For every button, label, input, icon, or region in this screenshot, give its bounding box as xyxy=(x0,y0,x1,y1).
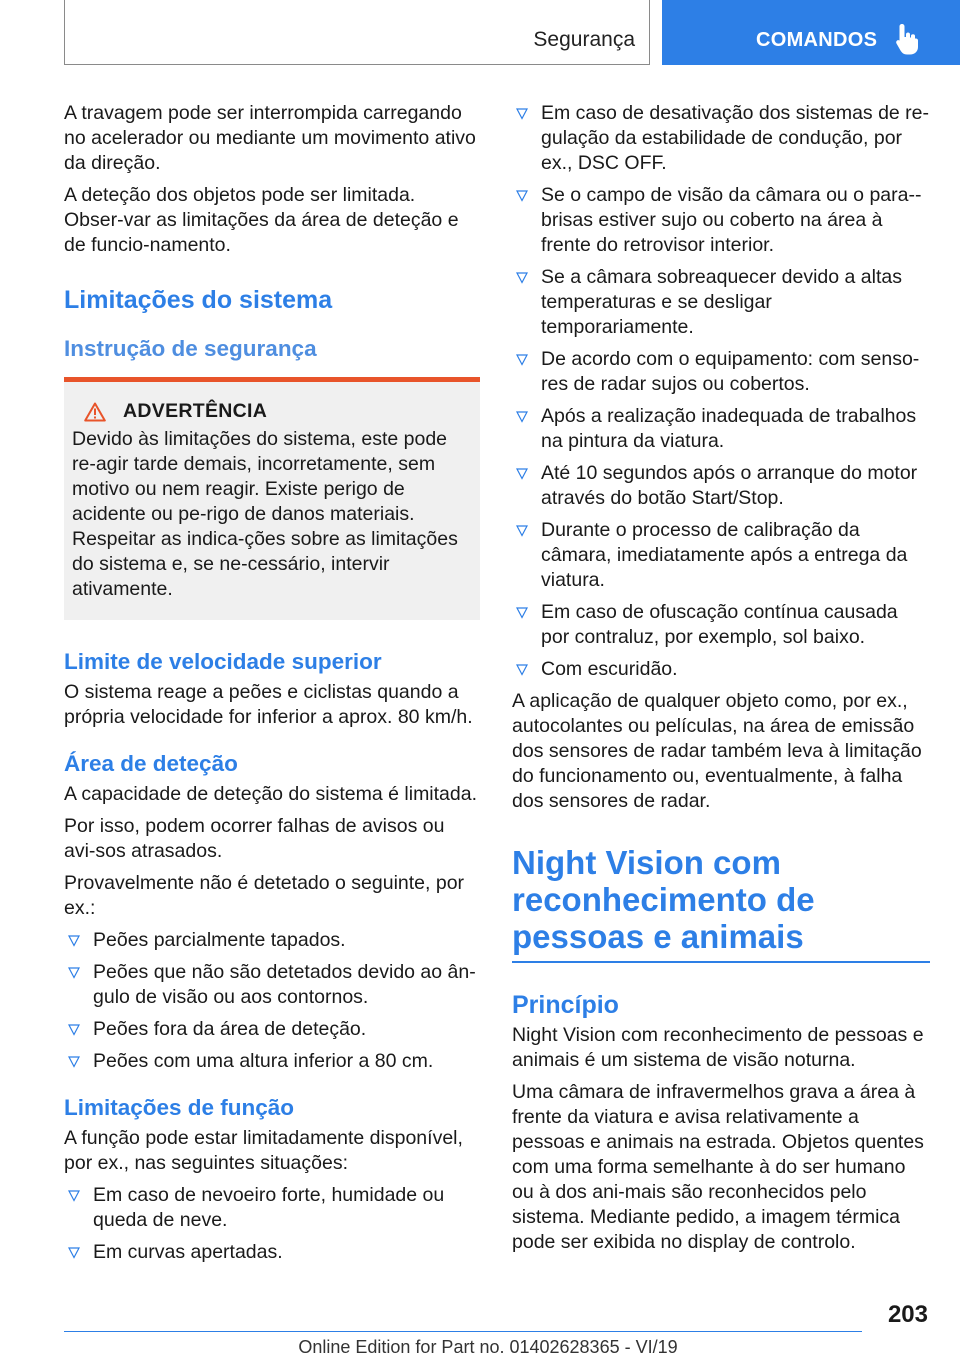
warning-header xyxy=(72,400,472,423)
heading-principio: Princípio xyxy=(512,991,619,1019)
triangle-bullet-icon xyxy=(516,108,528,120)
list-item: De acordo com o equipamento: com senso‐res de radar sujos ou cobertos. xyxy=(512,347,930,397)
list-item: Peões parcialmente tapados. xyxy=(64,928,480,953)
pointing-hand-icon xyxy=(894,22,920,56)
limitations-list xyxy=(512,101,930,682)
commands-tab[interactable] xyxy=(662,0,960,65)
list-item: Durante o processo de calibração da câmara, imediatamente após a entrega da viatura. xyxy=(512,518,930,593)
paragraph-area-2: Por isso, podem ocorrer falhas de avisos ou avi‐sos atrasados. xyxy=(64,815,445,862)
list-item: Com escuridão. xyxy=(512,657,930,682)
heading-instrucao-seguranca: Instrução de segurança xyxy=(64,336,317,361)
triangle-bullet-icon xyxy=(516,525,528,537)
list-item: Peões que não são detetados devido ao ân‐gulo de visão ou aos contornos. xyxy=(64,960,480,1010)
list-item: Se a câmara sobreaquecer devido a altas temperaturas e se desligar temporariamente. xyxy=(512,265,930,340)
commands-tab-label: COMANDOS xyxy=(756,29,878,51)
triangle-bullet-icon xyxy=(516,664,528,676)
list-item: Em caso de desativação dos sistemas de re‐gulação da estabilidade de condução, por ex., DSC OFF. xyxy=(512,101,930,176)
paragraph-principio-1: Night Vision com reconhecimento de pessoas e animais é um sistema de visão noturna. xyxy=(512,1024,924,1071)
triangle-bullet-icon xyxy=(516,411,528,423)
heading-area-detecao: Área de deteção xyxy=(64,751,238,776)
footer-rule xyxy=(64,1331,862,1332)
triangle-bullet-icon xyxy=(68,1247,80,1259)
left-column xyxy=(64,101,480,1272)
list-item: Em caso de ofuscação contínua causada por contraluz, por exemplo, sol baixo. xyxy=(512,600,930,650)
section-title: Segurança xyxy=(533,28,635,51)
funcao-list xyxy=(64,1183,480,1265)
area-list xyxy=(64,928,480,1074)
heading-limitacoes-sistema: Limitações do sistema xyxy=(64,286,333,314)
heading-limite-velocidade: Limite de velocidade superior xyxy=(64,649,382,674)
paragraph-area-3: Provavelmente não é detetado o seguinte, por ex.: xyxy=(64,872,465,919)
paragraph-funcao: A função pode estar limitadamente disponível, por ex., nas seguintes situações: xyxy=(64,1127,463,1174)
list-item: Em caso de nevoeiro forte, humidade ou queda de neve. xyxy=(64,1183,480,1233)
list-item: Peões fora da área de deteção. xyxy=(64,1017,480,1042)
triangle-bullet-icon xyxy=(68,1024,80,1036)
paragraph-area-1: A capacidade de deteção do sistema é limitada. xyxy=(64,783,478,805)
triangle-bullet-icon xyxy=(68,1190,80,1202)
warning-box xyxy=(64,377,480,620)
triangle-bullet-icon xyxy=(516,190,528,202)
paragraph-detecao: A deteção dos objetos pode ser limitada. Obser‐var as limitações da área de deteção e de funcio‐namento. xyxy=(64,184,459,256)
triangle-bullet-icon xyxy=(516,607,528,619)
list-item: Peões com uma altura inferior a 80 cm. xyxy=(64,1049,480,1074)
page-number: 203 xyxy=(887,1301,928,1328)
triangle-bullet-icon xyxy=(516,354,528,366)
triangle-bullet-icon xyxy=(516,468,528,480)
triangle-bullet-icon xyxy=(68,935,80,947)
list-item: Em curvas apertadas. xyxy=(64,1240,480,1265)
paragraph-principio-2: Uma câmara de infravermelhos grava a área à frente da viatura e avisa relativamente a pessoas e animais na estrada. Objetos quentes com uma forma semelhante à do ser humano ou à dos ani‐mais são reconhecidos pelo sistema. Mediante pedido, a imagem térmica pode ser exibida no display de controlo. xyxy=(512,1081,924,1253)
list-item: Até 10 segundos após o arranque do motor através do botão Start/Stop. xyxy=(512,461,930,511)
warning-triangle-icon xyxy=(84,402,106,422)
list-item: Após a realização inadequada de trabalhos na pintura da viatura. xyxy=(512,404,930,454)
triangle-bullet-icon xyxy=(516,272,528,284)
warning-text: Devido às limitações do sistema, este pode re‐agir tarde demais, incorretamente, sem motivo ou nem reagir. Existe perigo de acidente ou pe‐rigo de danos materiais. Respeitar as indica‐ções sobre as limitações do sistema e, se ne‐cessário, intervir ativamente. xyxy=(72,428,458,600)
list-item: Se o campo de visão da câmara ou o para‐-brisas estiver sujo ou coberto na área à frente do retrovisor interior. xyxy=(512,183,930,258)
right-column xyxy=(512,101,930,1262)
paragraph-aplicacao: A aplicação de qualquer objeto como, por ex., autocolantes ou películas, na área de emissão dos sensores de radar também leva à limitação do funcionamento ou, eventualmente, à falha dos sensores de radar. xyxy=(512,690,922,812)
title-night-vision: Night Vision com reconhecimento de pessoas e animais xyxy=(512,844,815,955)
paragraph-travagem: A travagem pode ser interrompida carregando no acelerador ou mediante um movimento ativo da direção. xyxy=(64,102,476,174)
heading-limitacoes-funcao: Limitações de função xyxy=(64,1095,295,1120)
header-section-box xyxy=(64,0,650,65)
triangle-bullet-icon xyxy=(68,967,80,979)
triangle-bullet-icon xyxy=(68,1056,80,1068)
footer-edition: Online Edition for Part no. 01402628365 - VI/19 xyxy=(298,1337,678,1357)
warning-title: ADVERTÊNCIA xyxy=(123,400,268,422)
title-rule xyxy=(512,961,930,963)
paragraph-limite: O sistema reage a peões e ciclistas quando a própria velocidade for inferior a aprox. 80 km/h. xyxy=(64,681,473,728)
